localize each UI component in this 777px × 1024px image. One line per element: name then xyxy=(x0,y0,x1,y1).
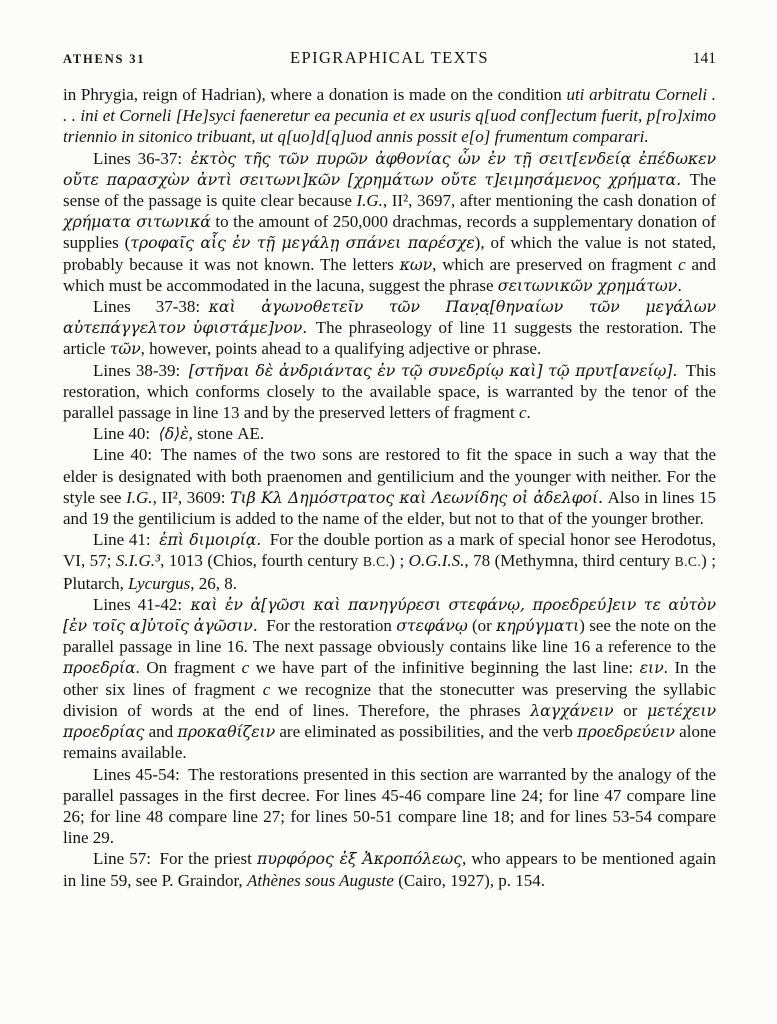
text-run: alone remains available. xyxy=(63,722,716,763)
text-run: c xyxy=(678,254,686,274)
text-run: to the amount of 250,000 drachmas, records a supplementary donation of supplies ( xyxy=(63,212,716,253)
text-run: Also in lines 15 and 19 the gentilicium is added to the name of the elder, but not to that of the younger brother. xyxy=(63,487,716,529)
text-run: ἐκτὸς τῆς τῶν πυρῶν ἀφθονίας ὧν ἐν τῇ σειτ[ενδείᾳ ἐπέδωκεν οὔτε παρασχὼν ἀντὶ σειτωνι]κῶν [χρημάτων οὔτε τ]ειμησάμενος χρήματα. xyxy=(63,148,717,189)
paragraph xyxy=(63,529,716,594)
paragraph xyxy=(63,444,716,529)
text-run: uti arbitratu Corneli . . . ini et Corneli [He]syci faeneretur ea pecunia et ex usuris q[uod conf]ectum fuerit, p[ro]ximo triennio in sitonico tribuant, ut q[uo]d[q]uod annis possit e[o] frumentum comparari. xyxy=(63,85,716,147)
text-run: B.C. xyxy=(362,554,390,570)
running-head-title: EPIGRAPHICAL TEXTS xyxy=(290,48,489,67)
text-run: This restoration, which conforms closely to the available space, is warranted by the tenor of the parallel passage in line 13 and by the preserved letters of fragment xyxy=(63,360,716,423)
text-run: , 1013 (Chios, fourth century xyxy=(160,551,363,571)
paragraph xyxy=(63,594,716,764)
text-run: προεδρία xyxy=(63,658,136,678)
running-header xyxy=(63,48,716,68)
paragraph xyxy=(63,423,716,444)
text-run: , II², 3697, after mentioning the cash donation of xyxy=(382,191,716,211)
running-head-section: ATHENS 31 xyxy=(63,52,146,66)
text-run: c xyxy=(262,679,271,699)
text-run: we have part of the infinitive beginning the last line: xyxy=(249,658,640,678)
text-run: [στῆναι δὲ ἀνδριάντας ἐν τῷ συνεδρίῳ καὶ] τῷ πρυτ[ανείῳ]. xyxy=(188,360,678,380)
text-run: S.I.G.³ xyxy=(115,551,161,571)
text-run: . On fragment xyxy=(135,658,242,678)
text-run: Τιβ Κλ Δημόστρατος καὶ Λεωνίδης οἱ ἀδελφοί. xyxy=(230,487,603,507)
text-run: πυρφόρος ἐξ Ἀκροπόλεως xyxy=(257,849,462,869)
text-run: λαγχάνειν xyxy=(530,700,614,720)
text-run: χρήματα σιτωνικά xyxy=(63,212,211,232)
text-body xyxy=(63,84,716,891)
text-run: c xyxy=(241,658,250,678)
text-run: Line 40: The names of the two sons are restored to fit the space in such a way that the elder is designated with both praenomen and gentilicium and the younger with neither. For the style see xyxy=(63,445,716,507)
text-run: I.G. xyxy=(126,487,153,507)
text-run: προκαθίζειν xyxy=(177,722,276,742)
paragraph xyxy=(63,84,716,148)
text-run: I.G. xyxy=(356,191,383,211)
text-run: ειν xyxy=(639,658,664,678)
text-run: , stone ΑΕ. xyxy=(188,424,265,444)
text-run: we recognize that the stonecutter was preserving the syllabic division of words at the end of lines. Therefore, the phrases xyxy=(63,679,716,720)
text-run: . xyxy=(526,403,531,423)
paragraph xyxy=(63,848,716,890)
text-run: κων xyxy=(399,254,433,274)
text-run: O.G.I.S. xyxy=(408,551,465,571)
text-run: ἐπὶ διμοιρίᾳ. xyxy=(159,530,262,550)
text-run: The phraseology of line 11 suggests the restoration. The article xyxy=(63,318,716,359)
text-run: , which are preserved on fragment xyxy=(432,254,679,274)
text-run: κηρύγματι xyxy=(496,616,580,636)
text-run: . In the other six lines of fragment xyxy=(63,658,716,699)
text-run: μετέχειν προεδρίας xyxy=(63,700,716,742)
text-run: καὶ ἀγωνοθετεῖν τῶν Παν̣α̣[θηναίων τῶν μεγάλων αὐτεπάγγελτον ὑφιστάμε]νον. xyxy=(63,297,716,338)
text-run: are eliminated as possibilities, and the verb xyxy=(275,722,578,742)
text-run: ) ; xyxy=(389,551,409,571)
text-run: καὶ ἐν ἀ[γῶσι καὶ πανηγύρεσι στεφάνῳ, προεδρεύ]ειν τε αὐτὸν [ἐν τοῖς α]ὐτοῖς ἀγῶσιν. xyxy=(63,594,716,636)
text-run: For the restoration xyxy=(257,616,397,636)
text-run: ), of which the value is not stated, probably because it was not known. The letters xyxy=(63,233,717,274)
text-run: (Cairo, 1927), p. 154. xyxy=(393,870,546,890)
text-run: ) ; Plutarch, xyxy=(63,551,716,593)
text-run: , however, points ahead to a qualifying adjective or phrase. xyxy=(140,339,542,359)
text-run: (or xyxy=(467,616,497,636)
text-run: and which must be accommodated in the lacuna, suggest the phrase xyxy=(63,254,716,295)
text-run: Lines 38-39: xyxy=(93,360,189,380)
text-run: , 26, 8. xyxy=(190,573,238,593)
text-run: B.C. xyxy=(674,554,702,570)
text-run: ⟨δ⟩ὲ xyxy=(158,424,189,444)
text-run: , 78 (Methymna, third century xyxy=(464,551,675,571)
paragraph xyxy=(63,764,716,849)
text-run: , II², 3609: xyxy=(152,487,231,507)
text-run: Line 40: xyxy=(93,424,159,444)
text-run: Line 41: xyxy=(93,530,160,550)
text-run: Lines 37-38: xyxy=(93,297,209,317)
paragraph xyxy=(63,296,716,360)
text-run: Line 57: For the priest xyxy=(93,849,258,869)
text-run: σειτωνικῶν χρημάτων. xyxy=(497,275,683,295)
text-run: Lines 36-37: xyxy=(93,148,191,168)
text-run: Lines 45-54: The restorations presented in this section are warranted by the analogy of the parallel passages in the first decree. For lines 45-46 compare line 24; for line 47 compare line 26; for line 48 compare line 27; for lines 50-51 compare line 18; and for lines 53-54 compare line 29. xyxy=(63,764,716,848)
text-run: Athènes sous Auguste xyxy=(246,870,394,890)
text-run: τῶν xyxy=(109,339,141,359)
text-run: For the double portion as a mark of special honor see Herodotus, VI, 57; xyxy=(63,530,716,571)
paragraph xyxy=(63,148,716,296)
text-run: προεδρεύειν xyxy=(577,722,675,742)
text-run: ) see the note on the parallel passage in line 16. The next passage obviously contains like line 16 a reference to the xyxy=(63,616,716,657)
text-run: or xyxy=(613,700,647,720)
page-number: 141 xyxy=(692,50,716,67)
text-run: The sense of the passage is quite clear because xyxy=(63,169,716,211)
text-run: , who appears to be mentioned again in line 59, see P. Graindor, xyxy=(63,849,716,890)
text-run: στεφάνῳ xyxy=(396,616,468,636)
text-run: c xyxy=(519,403,527,423)
text-run: τροφαῖς αἷς ἐν τῇ μεγάλῃ σπάνει παρέσχε xyxy=(130,233,475,253)
paragraph xyxy=(63,360,716,424)
text-run: in Phrygia, reign of Hadrian), where a donation is made on the condition xyxy=(63,85,567,104)
text-run: and xyxy=(144,722,178,742)
text-run: Lines 41-42: xyxy=(93,594,191,614)
text-run: Lycurgus xyxy=(128,573,191,593)
